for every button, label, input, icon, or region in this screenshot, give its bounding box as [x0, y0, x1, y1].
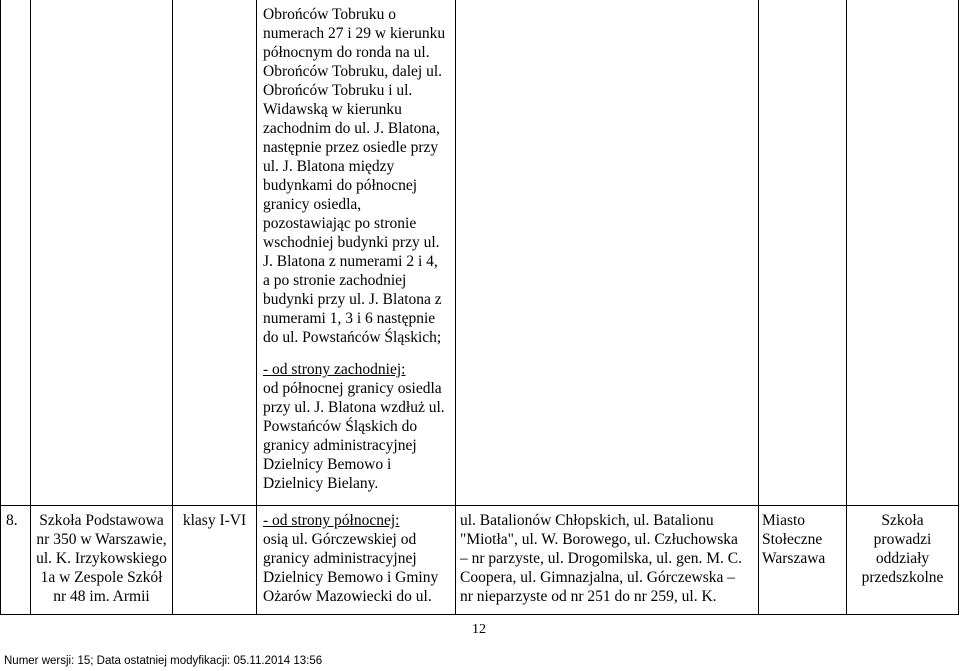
- north-boundary-line: Dzielnicy Bemowo i Gminy: [263, 569, 439, 586]
- school-type-line: Szkoła: [881, 512, 924, 529]
- school-line: ul. K. Irzykowskiego: [36, 550, 167, 567]
- page-number: 12: [472, 622, 486, 637]
- school-line: Szkoła Podstawowa: [39, 512, 164, 529]
- route-line: a po stronie zachodniej: [263, 272, 407, 289]
- school-type-cell: [847, 511, 958, 587]
- city-line: Warszawa: [762, 550, 826, 567]
- route-line: wschodniej budynki przy ul.: [263, 234, 440, 251]
- route-line: następnie przez osiedle przy: [263, 139, 439, 156]
- row-number: 8.: [6, 512, 18, 529]
- route-line: budynki przy ul. J. Blatona z: [263, 291, 442, 308]
- west-boundary-line: Powstańców Śląskich do: [263, 418, 418, 435]
- route-line: północnym do ronda na ul.: [263, 44, 430, 61]
- city-line: Miasto: [762, 512, 806, 529]
- route-line: zachodnim do ul. J. Blatona,: [263, 120, 440, 137]
- school-type-line: przedszkolne: [861, 569, 944, 586]
- table-border-left: [0, 0, 1, 615]
- west-boundary-line: od północnej granicy osiedla: [263, 380, 442, 397]
- column-divider-4: [455, 0, 456, 615]
- route-line: budynkami do północnej: [263, 177, 418, 194]
- school-type-line: oddziały: [875, 550, 930, 567]
- west-boundary-line: Dzielnicy Bielany.: [263, 475, 379, 492]
- streets-line: – nr parzyste, ul. Drogomilska, ul. gen. M. C.: [460, 550, 742, 567]
- route-line: do ul. Powstańców Śląskich;: [263, 329, 442, 346]
- city-line: Stołeczne: [762, 531, 823, 548]
- route-description-cell: [263, 5, 453, 347]
- route-line: Widawską w kierunku: [263, 101, 402, 118]
- route-line: ul. J. Blatona między: [263, 158, 395, 175]
- streets-line: ul. Batalionów Chłopskich, ul. Batalionu: [460, 512, 714, 529]
- west-boundary-line: granicy administracyjnej: [263, 437, 417, 454]
- school-type-line: prowadzi: [873, 531, 932, 548]
- school-line: nr 350 w Warszawie,: [36, 531, 167, 548]
- school-line: nr 48 im. Armii: [53, 588, 150, 605]
- west-boundary-cell: [263, 360, 453, 493]
- north-boundary-cell: [263, 511, 453, 606]
- west-boundary-line: przy ul. J. Blatona wzdłuż ul.: [263, 399, 445, 416]
- table-border-right: [958, 0, 959, 615]
- route-line: Obrońców Tobruku i ul.: [263, 82, 413, 99]
- streets-line: Coopera, ul. Gimnazjalna, ul. Górczewska –: [460, 569, 736, 586]
- city-cell: [762, 511, 846, 568]
- school-name-cell: [31, 511, 172, 606]
- route-line: numerach 27 i 29 w kierunku: [263, 25, 446, 42]
- streets-line: nr nieparzyste od nr 251 do nr 259, ul. K.: [460, 588, 717, 605]
- route-line: Obrońców Tobruku o: [263, 6, 396, 23]
- route-line: pozostawiając po stronie: [263, 215, 417, 232]
- route-line: J. Blatona z numerami 2 i 4,: [263, 253, 438, 270]
- west-boundary-heading: - od strony zachodniej:: [263, 361, 406, 378]
- version-footer: Numer wersji: 15; Data ostatniej modyfikacji: 05.11.2014 13:56: [4, 655, 323, 667]
- route-line: numerami 1, 3 i 6 następnie: [263, 310, 436, 327]
- grades-cell: klasy I-VI: [182, 512, 247, 529]
- row-divider: [0, 505, 959, 506]
- streets-line: "Miotła", ul. W. Borowego, ul. Człuchowska: [460, 531, 738, 548]
- school-line: 1a w Zespole Szkół: [40, 569, 163, 586]
- west-boundary-line: Dzielnicy Bemowo i: [263, 456, 392, 473]
- north-boundary-heading: - od strony północnej:: [263, 512, 400, 529]
- streets-cell: [460, 511, 758, 606]
- route-line: Obrońców Tobruku, dalej ul.: [263, 63, 442, 80]
- column-divider-3: [256, 0, 257, 615]
- table-border-bottom: [0, 614, 959, 615]
- north-boundary-line: osią ul. Górczewskiej od: [263, 531, 417, 548]
- route-line: granicy osiedla,: [263, 196, 362, 213]
- north-boundary-line: Ożarów Mazowiecki do ul.: [263, 588, 432, 605]
- north-boundary-line: granicy administracyjnej: [263, 550, 417, 567]
- column-divider-5: [758, 0, 759, 615]
